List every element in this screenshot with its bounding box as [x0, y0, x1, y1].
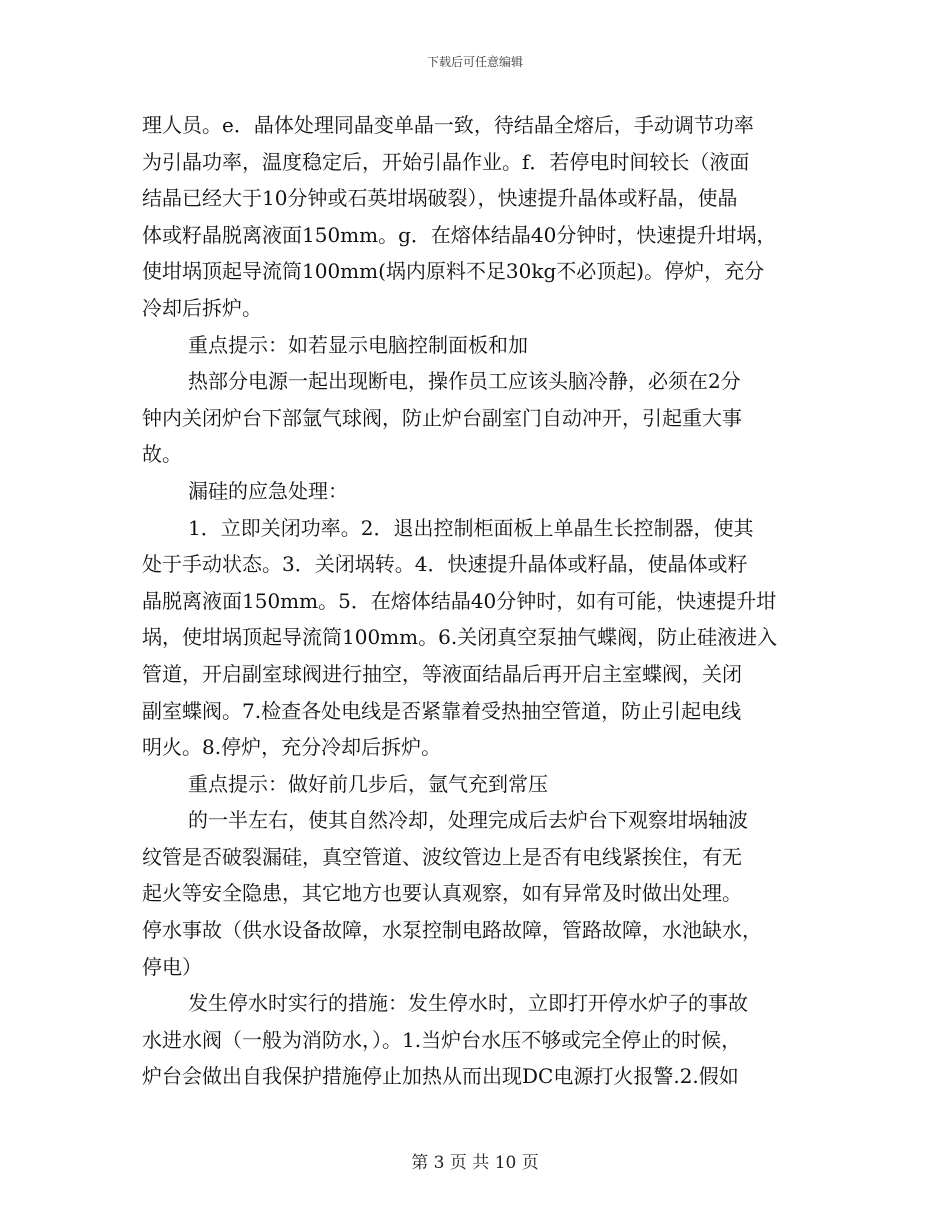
text-line: 故。: [142, 442, 182, 467]
text-line: 使坩埚顶起导流筒100mm(埚内原料不足30kg不必顶起)。停炉，充分: [142, 259, 765, 284]
text-line: 明火。8.停炉，充分冷却后拆炉。: [142, 735, 442, 760]
text-line: 冷却后拆炉。: [142, 295, 262, 320]
text-line: 漏硅的应急处理：: [188, 478, 348, 503]
text-line: 埚，使坩埚顶起导流筒100mm。6.关闭真空泵抽气蝶阀，防止硅液进入: [142, 625, 778, 650]
text-line: 重点提示：如若显示电脑控制面板和加: [188, 332, 528, 357]
text-line: 起火等安全隐患，其它地方也要认真观察，如有异常及时做出处理。: [142, 881, 742, 906]
text-line: 纹管是否破裂漏硅，真空管道、波纹管边上是否有电线紧挨住，有无: [142, 844, 742, 869]
text-line: 体或籽晶脱离液面150mm。g．在熔体结晶40分钟时，快速提升坩埚，: [142, 222, 777, 247]
text-line: 晶脱离液面150mm。5．在熔体结晶40分钟时，如有可能，快速提升坩: [142, 588, 777, 613]
text-line: 副室蝶阀。7.检查各处电线是否紧靠着受热抽空管道，防止引起电线: [142, 698, 742, 723]
text-line: 为引晶功率，温度稳定后，开始引晶作业。f．若停电时间较长（液面: [142, 149, 750, 174]
text-line: 结晶已经大于10分钟或石英坩埚破裂），快速提升晶体或籽晶，使晶: [142, 186, 738, 211]
text-line: 停电）: [142, 954, 202, 979]
text-line: 管道，开启副室球阀进行抽空，等液面结晶后再开启主室蝶阀，关闭: [142, 661, 742, 686]
text-line: 停水事故（供水设备故障，水泵控制电路故障，管路故障，水池缺水，: [142, 918, 762, 943]
text-line: 钟内关闭炉台下部氩气球阀，防止炉台副室门自动冲开，引起重大事: [142, 405, 742, 430]
page-header-note: 下载后可任意编辑: [426, 55, 523, 69]
text-line: 理人员。e．晶体处理同晶变单晶一致，待结晶全熔后，手动调节功率: [142, 113, 754, 137]
page-number-footer: 第 3 页 共 10 页: [411, 1153, 539, 1173]
text-line: 重点提示：做好前几步后，氩气充到常压: [188, 771, 548, 796]
text-line: 水进水阀（一般为消防水，）。1.当炉台水压不够或完全停止的时候，: [142, 1027, 742, 1052]
text-line: 炉台会做出自我保护措施停止加热从而出现DC电源打火报警.2.假如: [142, 1064, 739, 1089]
text-line: 处于手动状态。3．关闭埚转。4．快速提升晶体或籽晶，使晶体或籽: [142, 552, 748, 577]
text-line: 热部分电源一起出现断电，操作员工应该头脑冷静，必须在2分: [188, 369, 741, 394]
text-line: 的一半左右，使其自然冷却，处理完成后去炉台下观察坩埚轴波: [188, 808, 748, 833]
text-line: 发生停水时实行的措施：发生停水时，立即打开停水炉子的事故: [188, 991, 748, 1016]
text-line: 1．立即关闭功率。2．退出控制柜面板上单晶生长控制器，使其: [188, 515, 754, 540]
document-body: [142, 107, 810, 1095]
